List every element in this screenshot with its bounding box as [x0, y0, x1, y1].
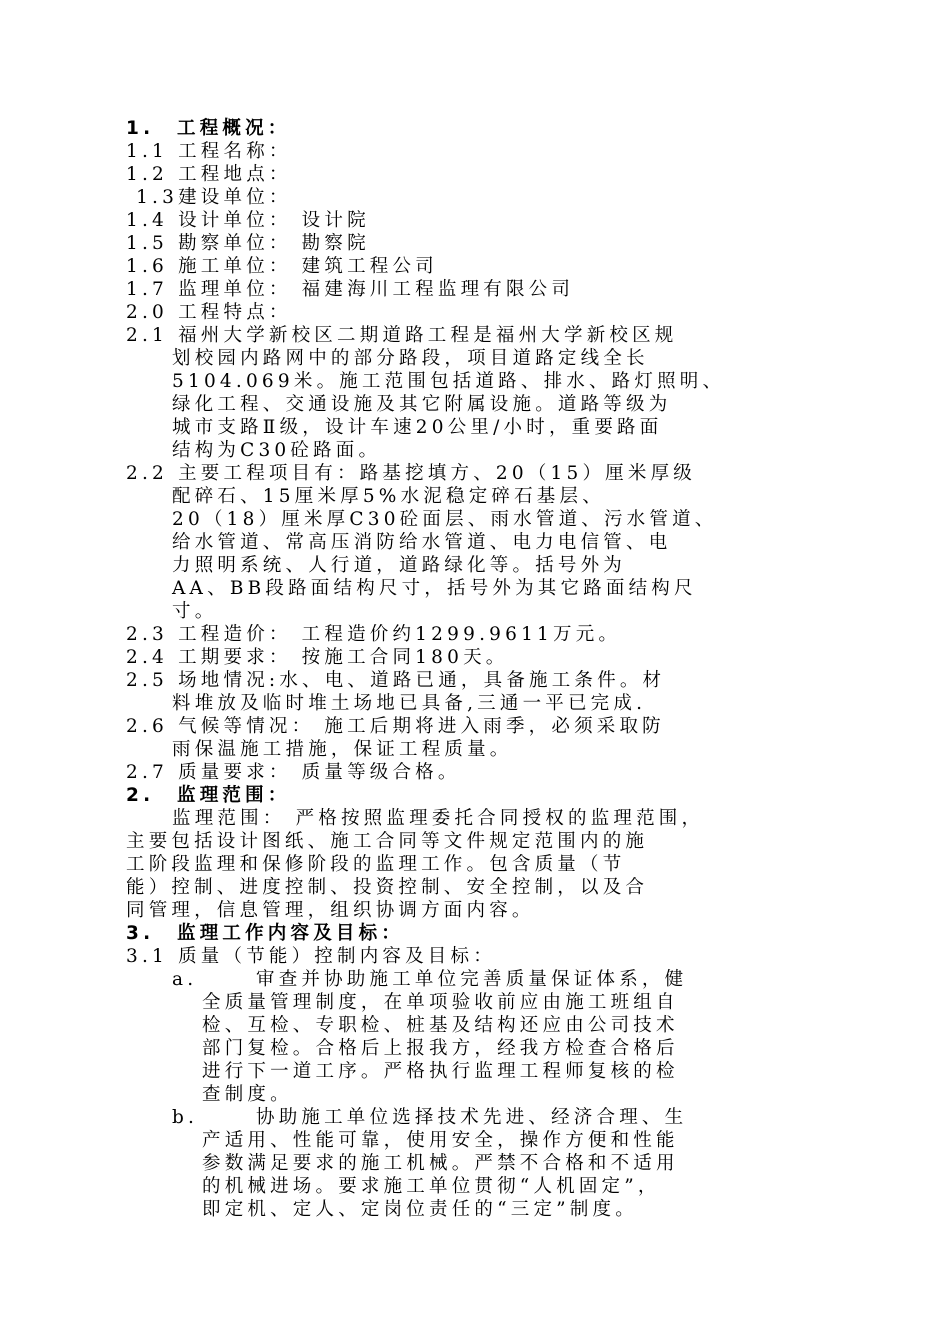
text-line: 20（18）厘米厚C30砼面层、雨水管道、污水管道、	[172, 509, 718, 530]
text-line: 2.6 气候等情况： 施工后期将进入雨季，必须采取防	[126, 716, 665, 737]
section-heading-2: 2. 监理范围：	[126, 785, 291, 806]
section-heading-3: 3. 监理工作内容及目标：	[126, 923, 405, 944]
text-line: 2.4 工期要求： 按施工合同180天。	[126, 647, 509, 668]
text-line: 5104.069米。施工范围包括道路、排水、路灯照明、	[172, 371, 726, 392]
text-line: 参数满足要求的施工机械。严禁不合格和不适用	[202, 1153, 679, 1174]
text-line: 查制度。	[202, 1084, 293, 1105]
text-line: 协助施工单位选择技术先进、经济合理、生	[256, 1107, 688, 1128]
text-line: 工阶段监理和保修阶段的监理工作。包含质量（节	[126, 854, 626, 875]
text-line: 1.7 监理单位： 福建海川工程监理有限公司	[126, 279, 575, 300]
text-line: 同管理，信息管理，组织协调方面内容。	[126, 900, 535, 921]
list-marker: a.	[172, 969, 198, 990]
text-line: 的机械进场。要求施工单位贯彻“人机固定”，	[202, 1176, 661, 1197]
text-line: 1.6 施工单位： 建筑工程公司	[126, 256, 438, 277]
text-line: 划校园内路网中的部分路段，项目道路定线全长	[172, 348, 649, 369]
text-line: 即定机、定人、定岗位责任的“三定”制度。	[202, 1199, 638, 1220]
text-line: 部门复检。合格后上报我方，经我方检查合格后	[202, 1038, 679, 1059]
text-line: 雨保温施工措施，保证工程质量。	[172, 739, 513, 760]
text-line: 产适用、性能可靠，使用安全，操作方便和性能	[202, 1130, 679, 1151]
section-heading-1: 1. 工程概况：	[126, 118, 291, 139]
text-line: 寸。	[172, 601, 218, 622]
text-line: 3.1 质量（节能）控制内容及目标：	[126, 946, 496, 967]
text-line: 审查并协助施工单位完善质量保证体系，健	[256, 969, 688, 990]
text-line: 料堆放及临时堆土场地已具备,三通一平已完成.	[172, 693, 647, 714]
text-line: 给水管道、常高压消防给水管道、电力电信管、电	[172, 532, 672, 553]
text-line: 能）控制、进度控制、投资控制、安全控制，以及合	[126, 877, 649, 898]
text-line: AA、BB段路面结构尺寸，括号外为其它路面结构尺	[172, 578, 697, 599]
text-line: 监理范围： 严格按照监理委托合同授权的监理范围，	[172, 808, 705, 829]
text-line: 1.3建设单位：	[126, 187, 292, 208]
text-line: 2.3 工程造价： 工程造价约1299.9611万元。	[126, 624, 622, 645]
text-line: 力照明系统、人行道，道路绿化等。括号外为	[172, 555, 627, 576]
list-marker: b.	[172, 1107, 199, 1128]
text-line: 2.1 福州大学新校区二期道路工程是福州大学新校区规	[126, 325, 678, 346]
text-line: 1.2 工程地点：	[126, 164, 292, 185]
text-line: 2.5 场地情况:水、电、道路已通，具备施工条件。材	[126, 670, 666, 691]
text-line: 主要包括设计图纸、施工合同等文件规定范围内的施	[126, 831, 649, 852]
text-line: 全质量管理制度，在单项验收前应由施工班组自	[202, 992, 679, 1013]
text-line: 检、互检、专职检、桩基及结构还应由公司技术	[202, 1015, 679, 1036]
text-line: 1.5 勘察单位： 勘察院	[126, 233, 370, 254]
text-line: 进行下一道工序。严格执行监理工程师复核的检	[202, 1061, 679, 1082]
text-line: 1.4 设计单位： 设计院	[126, 210, 370, 231]
text-line: 城市支路Ⅱ级，设计车速20公里/小时，重要路面	[172, 417, 663, 438]
text-line: 绿化工程、交通设施及其它附属设施。道路等级为	[172, 394, 672, 415]
text-line: 配碎石、15厘米厚5%水泥稳定碎石基层、	[172, 486, 605, 507]
text-line: 1.1 工程名称：	[126, 141, 292, 162]
text-line: 2.7 质量要求： 质量等级合格。	[126, 762, 461, 783]
text-line: 2.2 主要工程项目有：路基挖填方、20（15）厘米厚级	[126, 463, 696, 484]
text-line: 2.0 工程特点：	[126, 302, 292, 323]
text-line: 结构为C30砼路面。	[172, 440, 382, 461]
